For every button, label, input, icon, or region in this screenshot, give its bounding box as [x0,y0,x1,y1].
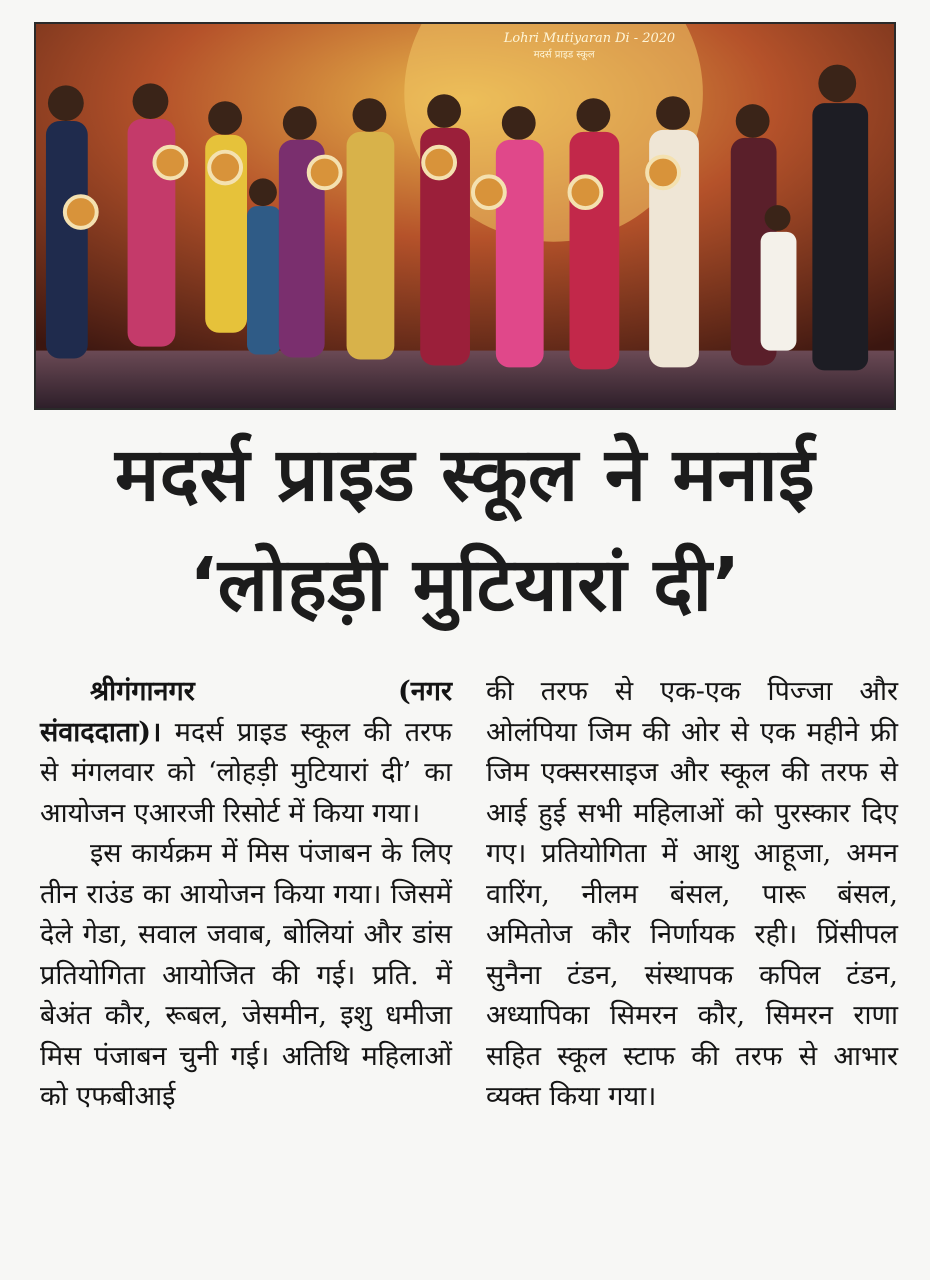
dateline-source-start: (नगर [397,676,452,707]
headline-line-1: मदर्स प्राइड स्कूल ने मनाई [115,432,815,518]
event-photo [34,22,896,410]
headline-line-2: ‘लोहड़ी मुटियारां दी’ [189,542,741,628]
dateline-place: श्रीगंगानगर [90,676,195,707]
article-paragraph-2: इस कार्यक्रम में मिस पंजाबन के लिए तीन राउंड का आयोजन किया गया। जिसमें देले गेडा, सवाल जवाब, बोलियां और डांस प्रतियोगिता आयोजित की गई। प्रति. में बेअंत कौर, रूबल, जेसमीन, इशु धमीजा मिस पंजाबन चुनी गई। अतिथि महिलाओं को एफबीआई [40,838,452,1112]
article-paragraph-1 [40,713,452,835]
banner-text: Lohri Mutiyaran Di - 2020 [503,30,676,46]
banner-subtext: मदर्स प्राइड स्कूल [533,49,595,61]
article-column-left [40,672,452,1118]
dateline-row [40,672,452,713]
paragraph-1-text: मदर्स प्राइड स्कूल की तरफ से मंगलवार को ‘लोहड़ी मुटियारां दी’ का आयोजन एआरजी रिसोर्ट में किया गया। [40,716,452,829]
dateline-source-end: संवाददाता)। [40,716,162,748]
group-photo-illustration [36,24,894,408]
article-column-right [486,672,898,1118]
article-paragraph-3: की तरफ से एक-एक पिज्जा और ओलंपिया जिम की ओर से एक महीने फ्री जिम एक्सरसाइज और स्कूल की तरफ से आई हुई सभी महिलाओं को पुरस्कार दिए गए। प्रतियोगिता में आशु आहूजा, अमन वारिंग, नीलम बंसल, पारू बंसल, अमितोज कौर निर्णायक रही। प्रिंसीपल सुनैना टंडन, संस्थापक कपिल टंडन, अध्यापिका सिमरन कौर, सिमरन राणा सहित स्कूल स्टाफ की तरफ से आभार व्यक्त किया गया। [486,676,898,1112]
